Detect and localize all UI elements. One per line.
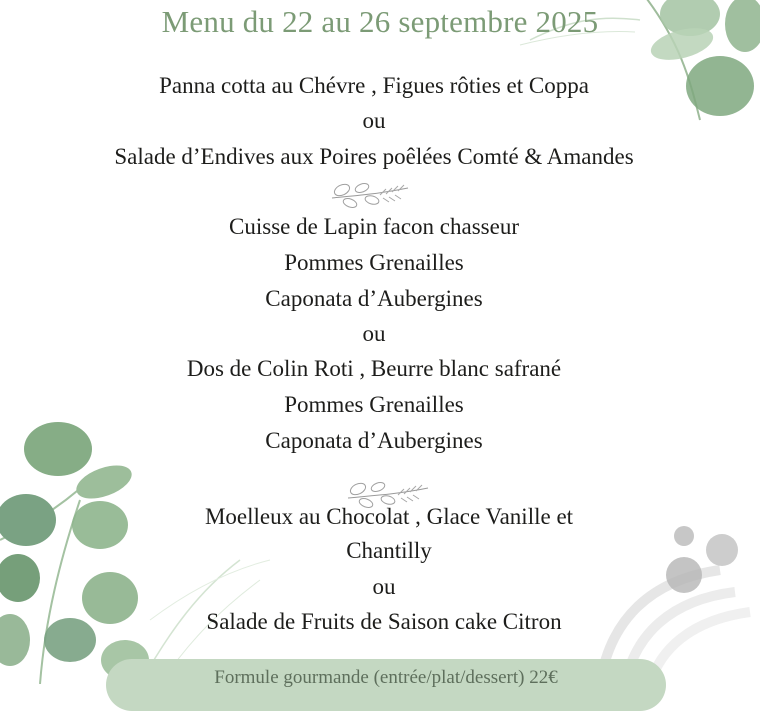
plat-separator: ou bbox=[362, 321, 386, 346]
plat-option-1-side-2: Caponata d’Aubergines bbox=[265, 286, 483, 311]
entree-option-1: Panna cotta au Chévre , Figues rôties et Coppa bbox=[159, 73, 589, 98]
menu-title: Menu du 22 au 26 septembre 2025 bbox=[161, 4, 599, 39]
plat-option-1-side-1: Pommes Grenailles bbox=[284, 250, 464, 275]
dessert-option-1-line-2: Chantilly bbox=[346, 538, 432, 563]
formule-text: Formule gourmande (entrée/plat/dessert) 22€ bbox=[214, 667, 558, 688]
entree-option-2: Salade d’Endives aux Poires poêlées Comté & Amandes bbox=[114, 144, 634, 169]
entree-separator: ou bbox=[362, 108, 386, 133]
plat-option-2-side-1: Pommes Grenailles bbox=[284, 392, 464, 417]
dessert-option-2: Salade de Fruits de Saison cake Citron bbox=[206, 609, 562, 634]
plat-option-1-main: Cuisse de Lapin facon chasseur bbox=[229, 214, 519, 239]
dessert-separator: ou bbox=[372, 574, 396, 599]
sprig-divider-icon bbox=[328, 178, 412, 212]
formule-banner bbox=[106, 659, 666, 711]
plat-option-2-side-2: Caponata d’Aubergines bbox=[265, 428, 483, 453]
dessert-option-1-line-1: Moelleux au Chocolat , Glace Vanille et bbox=[204, 504, 574, 529]
plat-option-2-main: Dos de Colin Roti , Beurre blanc safrané bbox=[186, 356, 562, 381]
